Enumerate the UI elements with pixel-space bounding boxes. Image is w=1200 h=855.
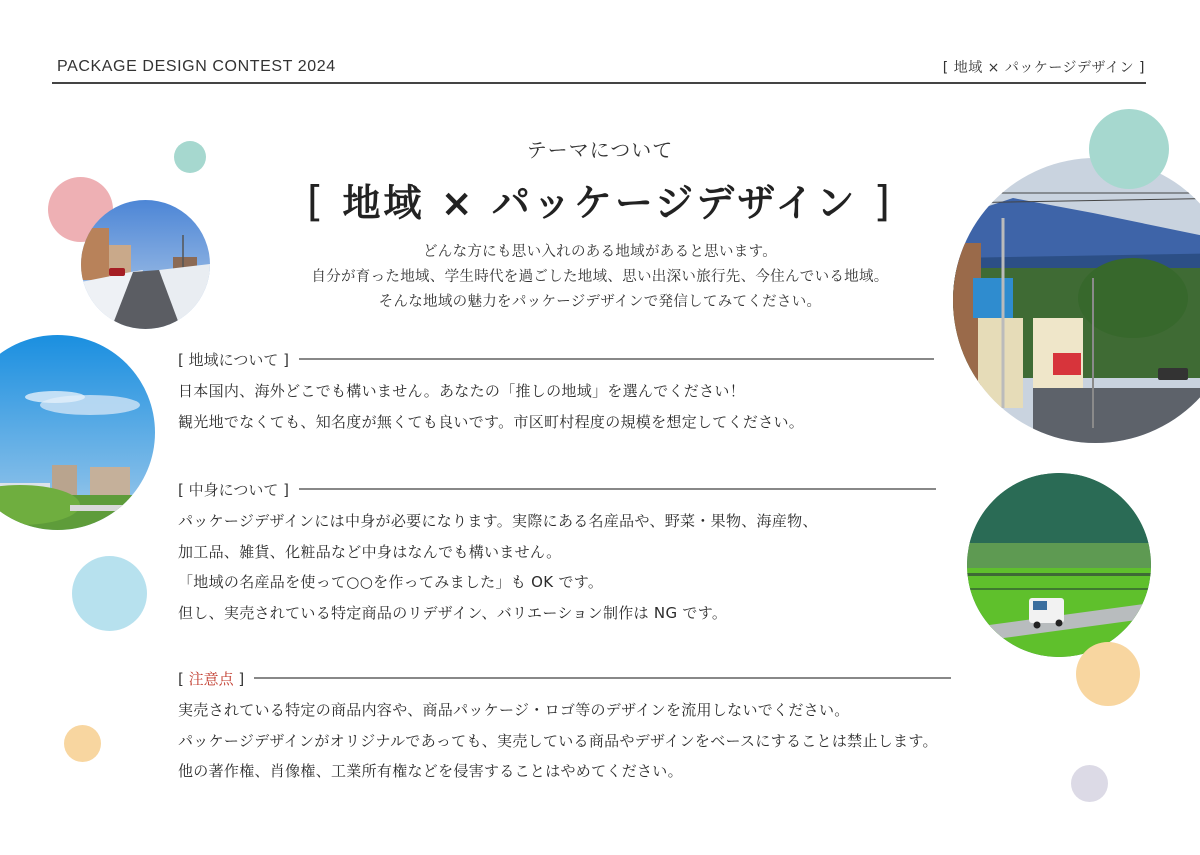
- lavender-dot: [1071, 765, 1108, 802]
- section-heading: [178, 347, 934, 371]
- section-region: [178, 347, 934, 437]
- contest-title: PACKAGE DESIGN CONTEST 2024: [57, 58, 336, 75]
- section-heading: [178, 666, 951, 690]
- peach-dot-large: [1076, 642, 1140, 706]
- theme-tag: [ 地域 × パッケージデザイン ]: [942, 60, 1145, 76]
- peach-dot-small: [64, 725, 101, 762]
- body-line: 他の著作権、肖像権、工業所有権などを侵害することはやめてください。: [178, 762, 683, 780]
- theme-intro: [0, 240, 1200, 315]
- heading-text: 中身について: [188, 480, 279, 499]
- open-bracket: [: [306, 177, 327, 226]
- bracket-close: ]: [278, 480, 289, 499]
- section-body: [178, 695, 951, 787]
- bracket-open: [: [178, 480, 189, 499]
- body-line: 加工品、雑貨、化粧品など中身はなんでも構いません。: [178, 542, 562, 561]
- body-line: 実売されている特定の商品内容や、商品パッケージ・ロゴ等のデザインを流用しないでください。: [178, 701, 850, 719]
- theme-title: [0, 172, 1200, 227]
- intro-line: どんな方にも思い入れのある地域があると思います。: [422, 244, 778, 260]
- rice-field-truck-photo: [967, 473, 1151, 657]
- sky-dot: [72, 556, 147, 631]
- bracket-open: [: [178, 669, 189, 688]
- theme-subtitle: テーマについて: [526, 138, 674, 162]
- intro-line: そんな地域の魅力をパッケージデザインで発信してみてください。: [378, 294, 822, 310]
- section-divider: [299, 488, 936, 490]
- intro-line: 自分が育った地域、学生時代を過ごした地域、思い出深い旅行先、今住んでいる地域。: [311, 269, 889, 285]
- section-body: [178, 376, 934, 437]
- header-divider: [52, 82, 1146, 84]
- bracket-open: [: [178, 350, 189, 369]
- bracket-close: ]: [278, 350, 289, 369]
- section-heading: [178, 477, 936, 501]
- heading-text: 注意点: [188, 669, 234, 688]
- city-skyline-photo: [0, 335, 155, 530]
- theme-title-text: 地域 × パッケージデザイン: [342, 181, 858, 225]
- section-divider: [299, 358, 934, 360]
- section-notes: [178, 666, 951, 787]
- body-line: パッケージデザインがオリジナルであっても、実売している商品やデザインをベースにすることは禁止します。: [178, 731, 938, 750]
- body-line: 「地域の名産品を使って○○を作ってみました」も OK です。: [178, 573, 604, 591]
- section-body: [178, 506, 936, 628]
- close-bracket: ]: [873, 177, 894, 226]
- body-line: パッケージデザインには中身が必要になります。実際にある名産品や、野菜・果物、海産物、: [178, 512, 818, 530]
- body-line: 但し、実売されている特定商品のリデザイン、バリエーション制作は NG です。: [178, 603, 728, 622]
- section-divider: [254, 677, 951, 679]
- bracket-close: ]: [233, 669, 245, 688]
- body-line: 日本国内、海外どこでも構いません。あなたの「推しの地域」を選んでください！: [178, 382, 746, 400]
- heading-text: 地域について: [188, 350, 279, 369]
- body-line: 観光地でなくても、知名度が無くても良いです。市区町村程度の規模を想定してください。: [178, 412, 805, 431]
- section-contents: [178, 477, 936, 628]
